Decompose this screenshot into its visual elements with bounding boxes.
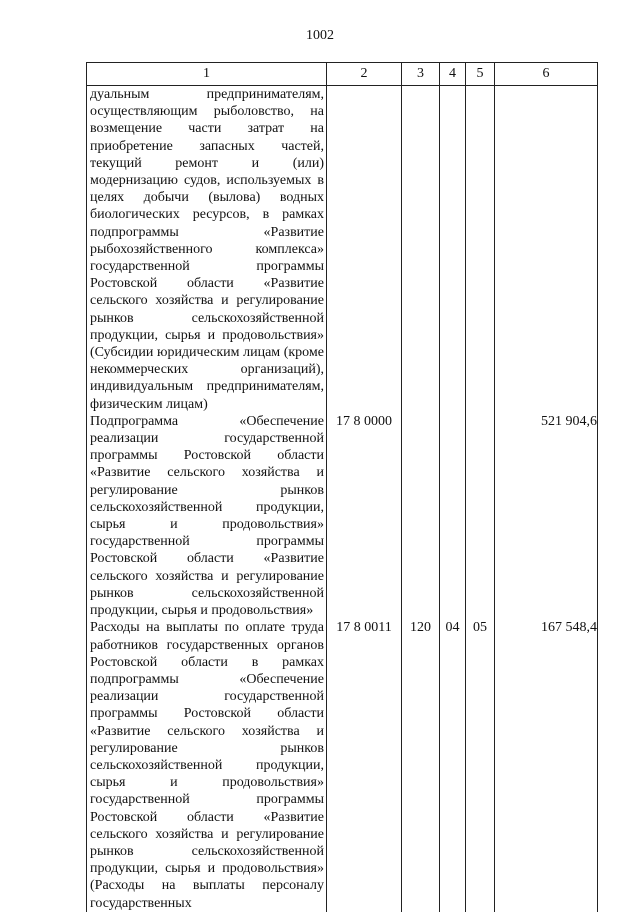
column-header: 1 [87, 63, 327, 86]
row-description: Расходы на выплаты по оплате труда работников государственных органов Ростовской области в рамках подпрограммы «Обеспечение реализации государственной программы Ростовской области «Развитие сельского хозяйства и регулирование рынков сельскохозяйственной продукции, сырья и продовольствия» государственной программы Ростовской области «Развитие сельского хозяйства и регулирование рынков сельскохозяйственной продукции, сырья и продовольствия» (Расходы на выплаты персоналу государственных [87, 619, 327, 911]
row-description: Подпрограмма «Обеспечение реализации государственной программы Ростовской области «Развитие сельского хозяйства и регулирование рынков сельскохозяйственной продукции, сырья и продовольствия» государственной программы Ростовской области «Развитие сельского хозяйства и регулирование рынков сельскохозяйственной продукции, сырья и продовольствия» [87, 413, 327, 619]
column-header: 6 [495, 63, 598, 86]
row-section [440, 86, 466, 413]
row-subsection [466, 86, 495, 413]
row-amount: 167 548,4 [495, 619, 598, 911]
row-subsection [466, 413, 495, 619]
table-header-row [87, 63, 598, 86]
row-subsection: 05 [466, 619, 495, 911]
column-header: 3 [402, 63, 440, 86]
row-amount [495, 86, 598, 413]
table-row [87, 86, 598, 413]
column-header: 2 [327, 63, 402, 86]
table-row [87, 619, 598, 911]
row-target-code: 17 8 0011 [327, 619, 402, 911]
row-expense-type: 120 [402, 619, 440, 911]
column-header: 4 [440, 63, 466, 86]
row-amount: 521 904,6 [495, 413, 598, 619]
row-target-code: 17 8 0000 [327, 413, 402, 619]
table-row [87, 413, 598, 619]
column-header: 5 [466, 63, 495, 86]
row-section [440, 413, 466, 619]
row-expense-type [402, 86, 440, 413]
row-target-code [327, 86, 402, 413]
row-section: 04 [440, 619, 466, 911]
budget-table [86, 62, 598, 912]
row-expense-type [402, 413, 440, 619]
row-description: дуальным предпринимателям, осуществляющим рыболовство, на возмещение части затрат на приобретение запасных частей, текущий ремонт и (или) модернизацию судов, используемых в целях добычи (вылова) водных биологических ресурсов, в рамках подпрограммы «Развитие рыбохозяйственного комплекса» государственной программы Ростовской области «Развитие сельского хозяйства и регулирование рынков сельскохозяйственной продукции, сырья и продовольствия» (Субсидии юридическим лицам (кроме некоммерческих организаций), индивидуальным предпринимателям, физическим лицам) [87, 86, 327, 413]
page-number: 1002 [306, 28, 334, 43]
